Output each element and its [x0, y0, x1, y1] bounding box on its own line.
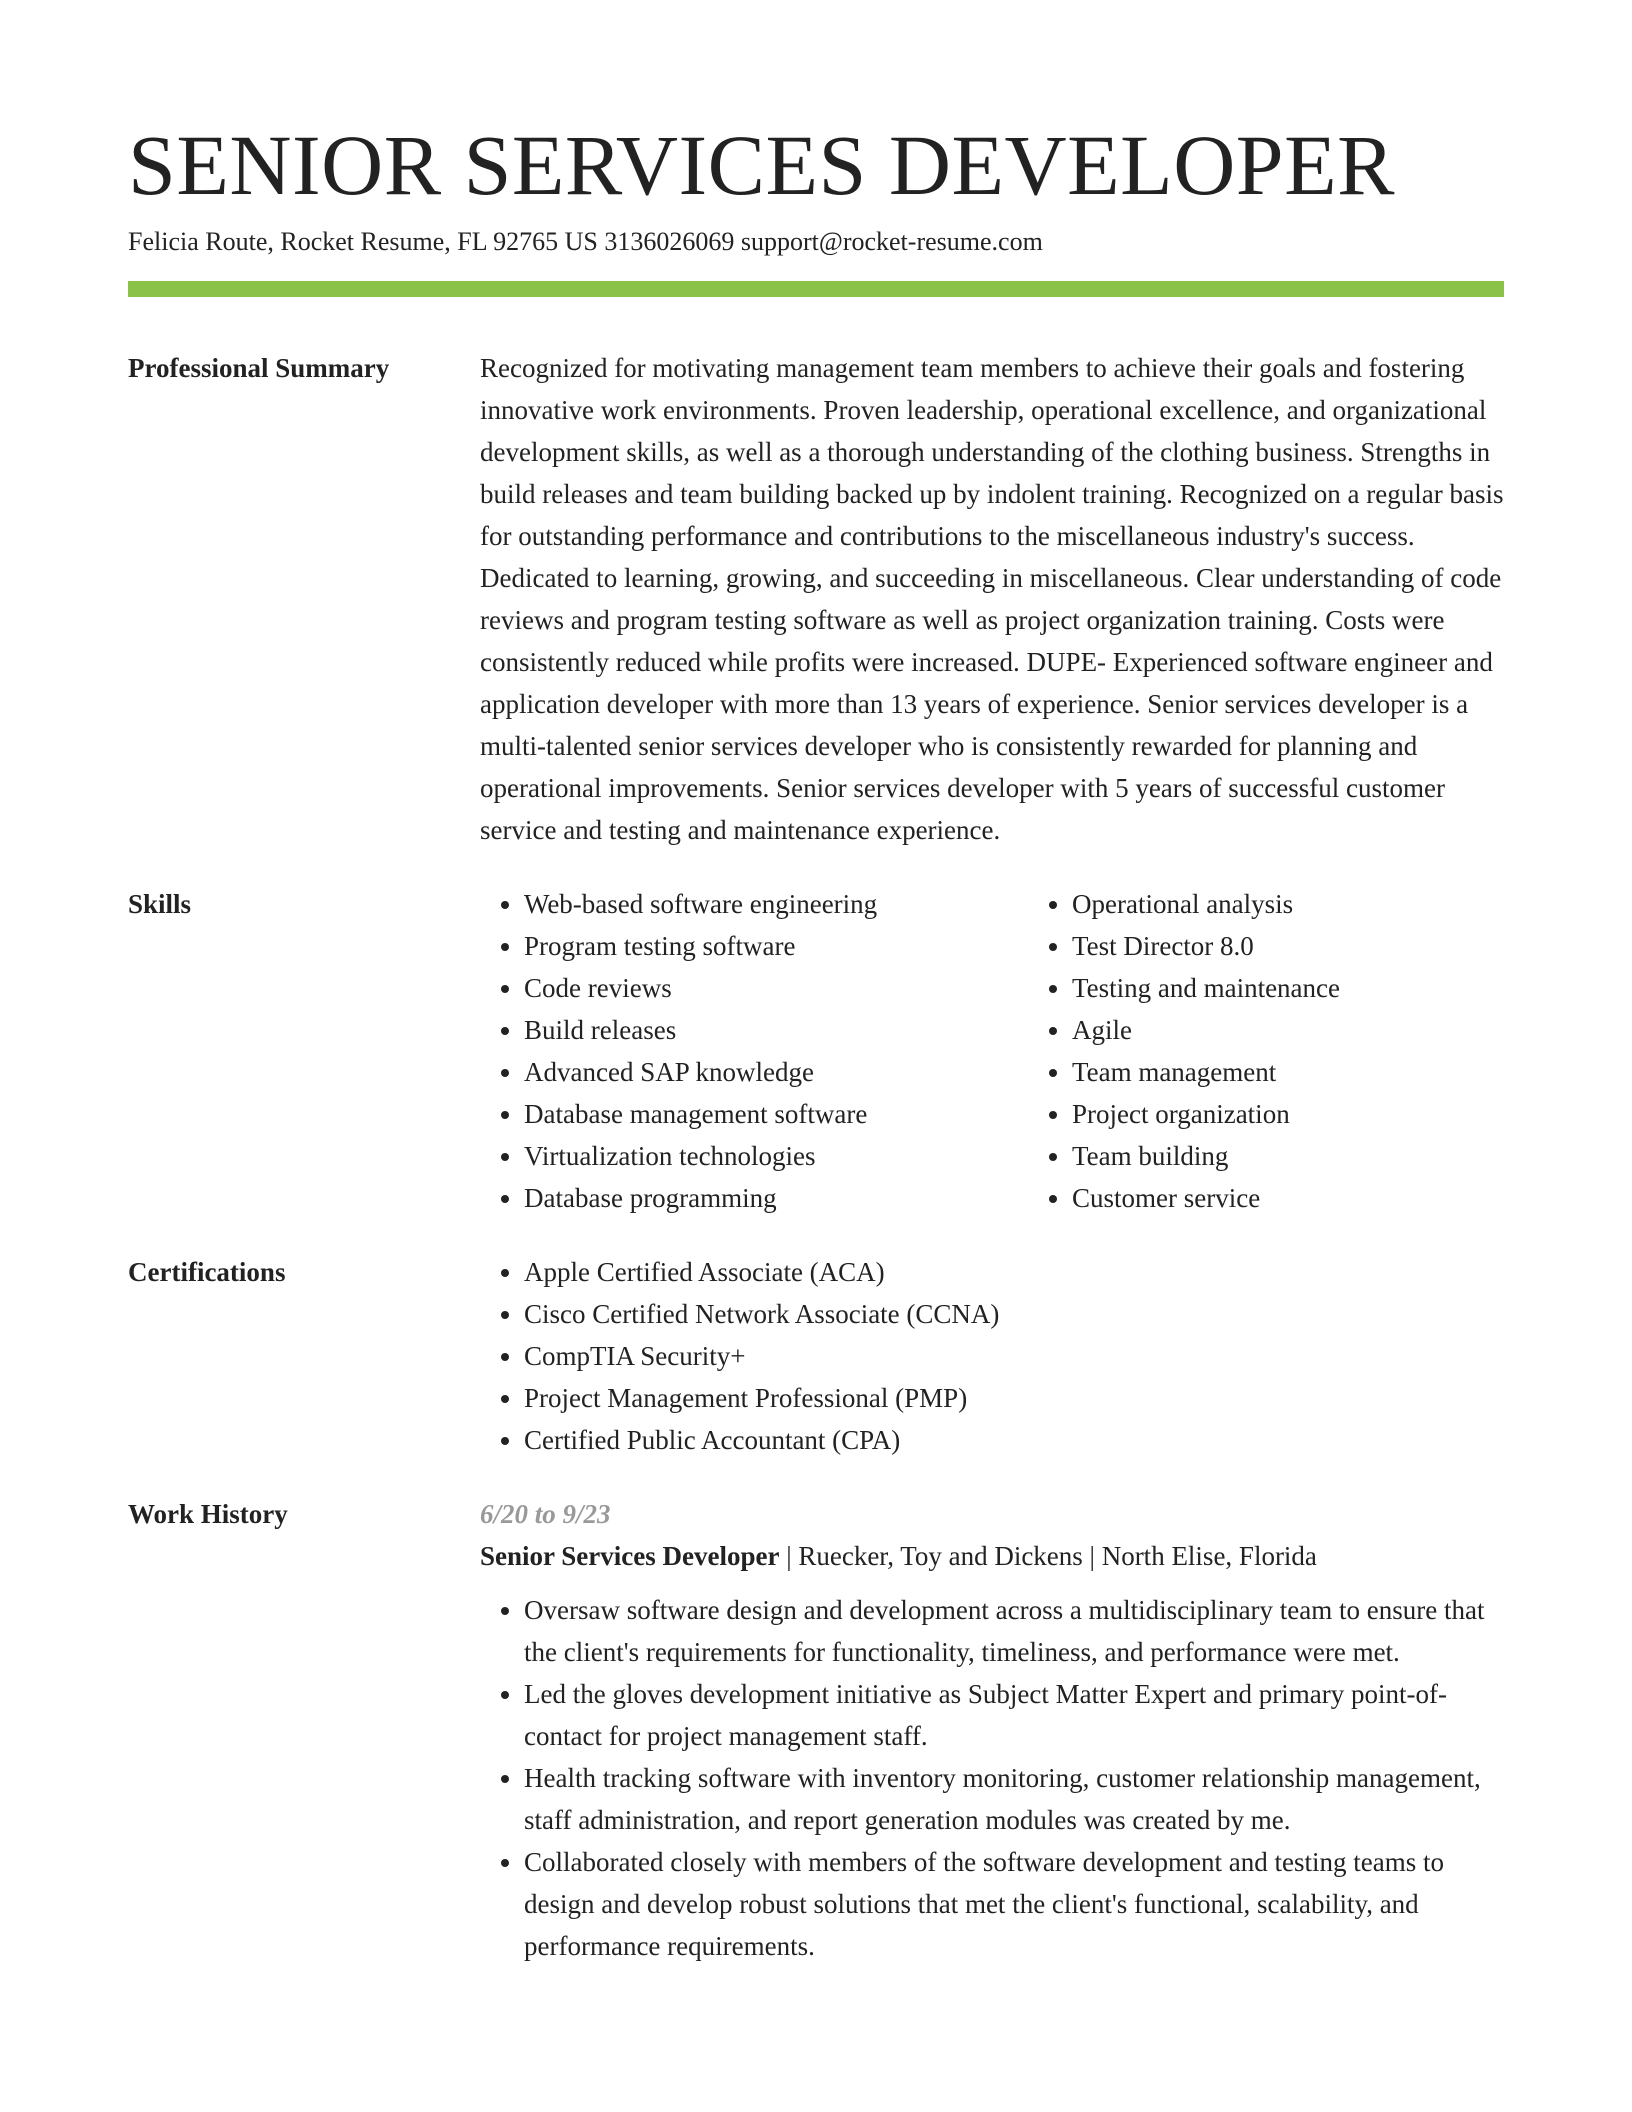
- skill-item: • Advanced SAP knowledge: [524, 1051, 1028, 1093]
- job-bullet: • Collaborated closely with members of the software development and testing teams to design and develop robust solutions that met the client's functional, scalability, and performance requirements.: [524, 1841, 1504, 1967]
- skill-item: • Database management software: [524, 1093, 1028, 1135]
- skills-list-right: [1028, 883, 1340, 1219]
- skill-item: • Team management: [1072, 1051, 1340, 1093]
- job-bullet: • Oversaw software design and development across a multidisciplinary team to ensure that the client's requirements for functionality, timeliness, and performance were met.: [524, 1589, 1504, 1673]
- skill-item: • Code reviews: [524, 967, 1028, 1009]
- certifications-list: [480, 1251, 1504, 1461]
- job-bullet: • Led the gloves development initiative as Subject Matter Expert and primary point-of-contact for project management staff.: [524, 1673, 1504, 1757]
- job-employer-location: | Ruecker, Toy and Dickens | North Elise, Florida: [779, 1541, 1317, 1572]
- certification-item: • Certified Public Accountant (CPA): [524, 1419, 1504, 1461]
- skill-item: • Project organization: [1072, 1093, 1340, 1135]
- certification-item: • Apple Certified Associate (ACA): [524, 1251, 1504, 1293]
- skill-item: • Program testing software: [524, 925, 1028, 967]
- work-history-section: [128, 1493, 1504, 1967]
- skills-columns: [480, 883, 1504, 1219]
- section-label-certifications: Certifications: [128, 1257, 286, 1288]
- certifications-section: [128, 1251, 1504, 1461]
- skill-item: • Web-based software engineering: [524, 883, 1028, 925]
- skill-item: • Team building: [1072, 1135, 1340, 1177]
- contact-info: Felicia Route, Rocket Resume, FL 92765 US 3136026069 support@rocket-resume.com: [128, 226, 1043, 256]
- header-divider: [128, 281, 1504, 297]
- skills-list-left: [480, 883, 1028, 1219]
- skill-item: • Customer service: [1072, 1177, 1340, 1219]
- job-heading: [480, 1535, 1504, 1577]
- skill-item: • Agile: [1072, 1009, 1340, 1051]
- skill-item: • Testing and maintenance: [1072, 967, 1340, 1009]
- job-dates: 6/20 to 9/23: [480, 1499, 611, 1530]
- certification-item: • Cisco Certified Network Associate (CCNA): [524, 1293, 1504, 1335]
- certification-item: • Project Management Professional (PMP): [524, 1377, 1504, 1419]
- job-bullets: [480, 1589, 1504, 1967]
- skills-section: [128, 883, 1504, 1219]
- resume-page: [128, 118, 1504, 1967]
- section-label-work-history: Work History: [128, 1499, 288, 1530]
- resume-title: SENIOR SERVICES DEVELOPER: [128, 117, 1396, 213]
- job-bullet: • Health tracking software with inventory monitoring, customer relationship management, staff administration, and report generation modules was created by me.: [524, 1757, 1504, 1841]
- summary-section: [128, 347, 1504, 851]
- job-title: Senior Services Developer: [480, 1541, 780, 1572]
- section-label-summary: Professional Summary: [128, 353, 390, 384]
- skill-item: • Operational analysis: [1072, 883, 1340, 925]
- work-history-body: [480, 1493, 1504, 1967]
- skill-item: • Virtualization technologies: [524, 1135, 1028, 1177]
- skill-item: • Database programming: [524, 1177, 1028, 1219]
- summary-text: Recognized for motivating management team members to achieve their goals and fostering innovative work environments. Proven leadership, operational excellence, and organizational development skills, as well as a thorough understanding of the clothing business. Strengths in build releases and team building backed up by indolent training. Recognized on a regular basis for outstanding performance and contributions to the miscellaneous industry's success. Dedicated to learning, growing, and succeeding in miscellaneous. Clear understanding of code reviews and program testing software as well as project organization training. Costs were consistently reduced while profits were increased. DUPE- Experienced software engineer and application developer with more than 13 years of experience. Senior services developer is a multi-talented senior services developer who is consistently rewarded for planning and operational improvements. Senior services developer with 5 years of successful customer service and testing and maintenance experience.: [480, 353, 1504, 846]
- certification-item: • CompTIA Security+: [524, 1335, 1504, 1377]
- certifications-body: [480, 1251, 1504, 1461]
- skill-item: • Test Director 8.0: [1072, 925, 1340, 967]
- section-label-skills: Skills: [128, 889, 192, 920]
- skill-item: • Build releases: [524, 1009, 1028, 1051]
